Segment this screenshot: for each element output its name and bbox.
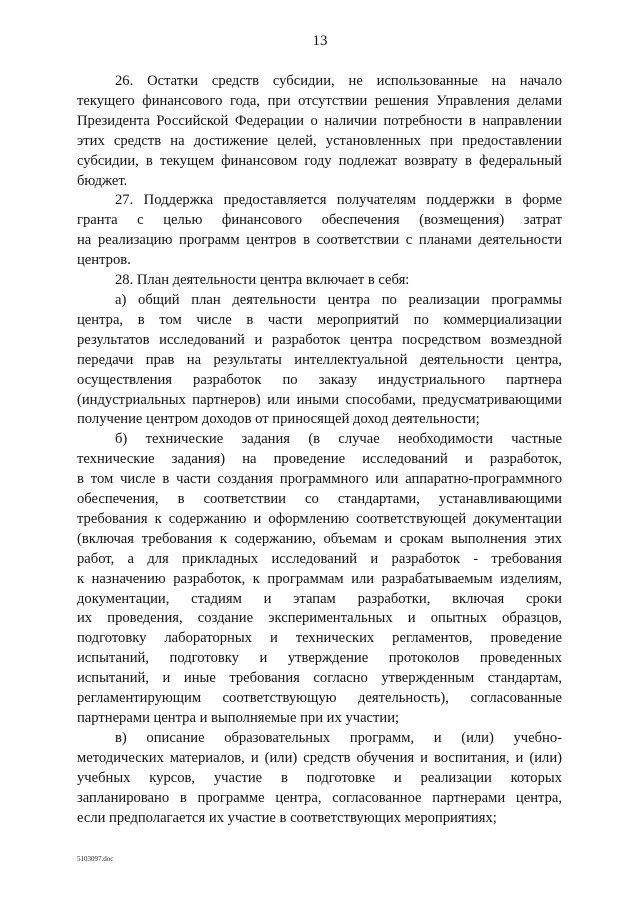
text-line: бюджет.: [77, 172, 128, 189]
text-line: регламентирующим соответствующую деятельность), согласованные: [77, 690, 562, 707]
text-line: к назначению разработок, к программам или разрабатываемым изделиям,: [77, 570, 562, 587]
paragraph: [77, 72, 562, 191]
text-line: требования к содержанию и оформлению соответствующей документации: [77, 510, 562, 527]
text-line: в том числе в части создания программного или аппаратно-программного: [77, 471, 562, 488]
paragraph: [77, 729, 562, 829]
text-line: в) описание образовательных программ, и (или) учебно-: [115, 729, 562, 746]
text-line: б) технические задания (в случае необходимости частные: [115, 431, 562, 448]
paragraph: [77, 271, 562, 291]
text-line: центров.: [77, 252, 131, 269]
text-line: Президента Российской Федерации о наличии потребности в направлении: [77, 112, 562, 129]
text-line: испытаний, подготовку и утверждение протоколов проведенных: [77, 650, 562, 667]
paragraph: [77, 430, 562, 729]
text-line: передачи прав на результаты интеллектуальной деятельности центра,: [77, 351, 562, 368]
paragraph: [77, 291, 562, 430]
file-name-footer: 5103097.doc: [77, 855, 114, 863]
text-line: результатов исследований и разработок центра посредством возмездной: [77, 331, 562, 348]
text-line: на реализацию программ центров в соответствии с планами деятельности: [77, 232, 562, 249]
text-line: а) общий план деятельности центра по реализации программы: [115, 291, 562, 308]
page-number: 13: [312, 33, 328, 49]
text-line: 27. Поддержка предоставляется получателям поддержки в форме: [115, 192, 562, 209]
text-line: получение центром доходов от приносящей доход деятельности;: [77, 411, 480, 428]
text-line: 26. Остатки средств субсидии, не использованные на начало: [115, 73, 562, 89]
text-line: текущего финансового года, при отсутствии решения Управления делами: [77, 92, 562, 109]
document-body: [77, 72, 562, 828]
text-line: (включая требования к содержанию, объемам и срокам выполнения этих: [77, 530, 562, 547]
text-line: подготовку лабораторных и технических регламентов, проведение: [77, 630, 562, 647]
text-line: 28. План деятельности центра включает в себя:: [115, 272, 410, 289]
text-line: партнерами центра и выполняемые при их участии;: [77, 710, 400, 726]
text-line: если предполагается их участие в соответствующих мероприятиях;: [77, 809, 497, 826]
text-line: технические задания) на проведение исследований и разработок,: [77, 451, 562, 468]
text-line: обеспечения, в соответствии со стандартами, устанавливающими: [77, 491, 562, 508]
text-line: документации, стадиям и этапам разработки, включая сроки: [77, 590, 562, 607]
text-line: их проведения, создание экспериментальных и опытных образцов,: [77, 610, 562, 627]
text-line: (индустриальных партнеров) или иными способами, предусматривающими: [77, 391, 562, 408]
text-line: субсидии, в текущем финансовом году подлежат возврату в федеральный: [77, 152, 562, 169]
text-line: запланировано в программе центра, согласованное партнерами центра,: [77, 789, 562, 806]
paragraph: [77, 191, 562, 271]
text-line: работ, а для прикладных исследований и разработок - требования: [77, 550, 562, 567]
text-line: осуществления разработок по заказу индустриального партнера: [77, 371, 562, 388]
text-line: гранта с целью финансового обеспечения (возмещения) затрат: [77, 212, 562, 229]
text-line: испытаний, и иные требования согласно утвержденным стандартам,: [77, 670, 562, 687]
text-line: методических материалов, и (или) средств обучения и воспитания, и (или): [77, 749, 562, 766]
text-line: центра, в том числе в части мероприятий по коммерциализации: [77, 311, 562, 328]
text-line: учебных курсов, участие в подготовке и реализации которых: [77, 769, 562, 786]
text-line: этих средств на достижение целей, установленных при предоставлении: [77, 132, 562, 149]
